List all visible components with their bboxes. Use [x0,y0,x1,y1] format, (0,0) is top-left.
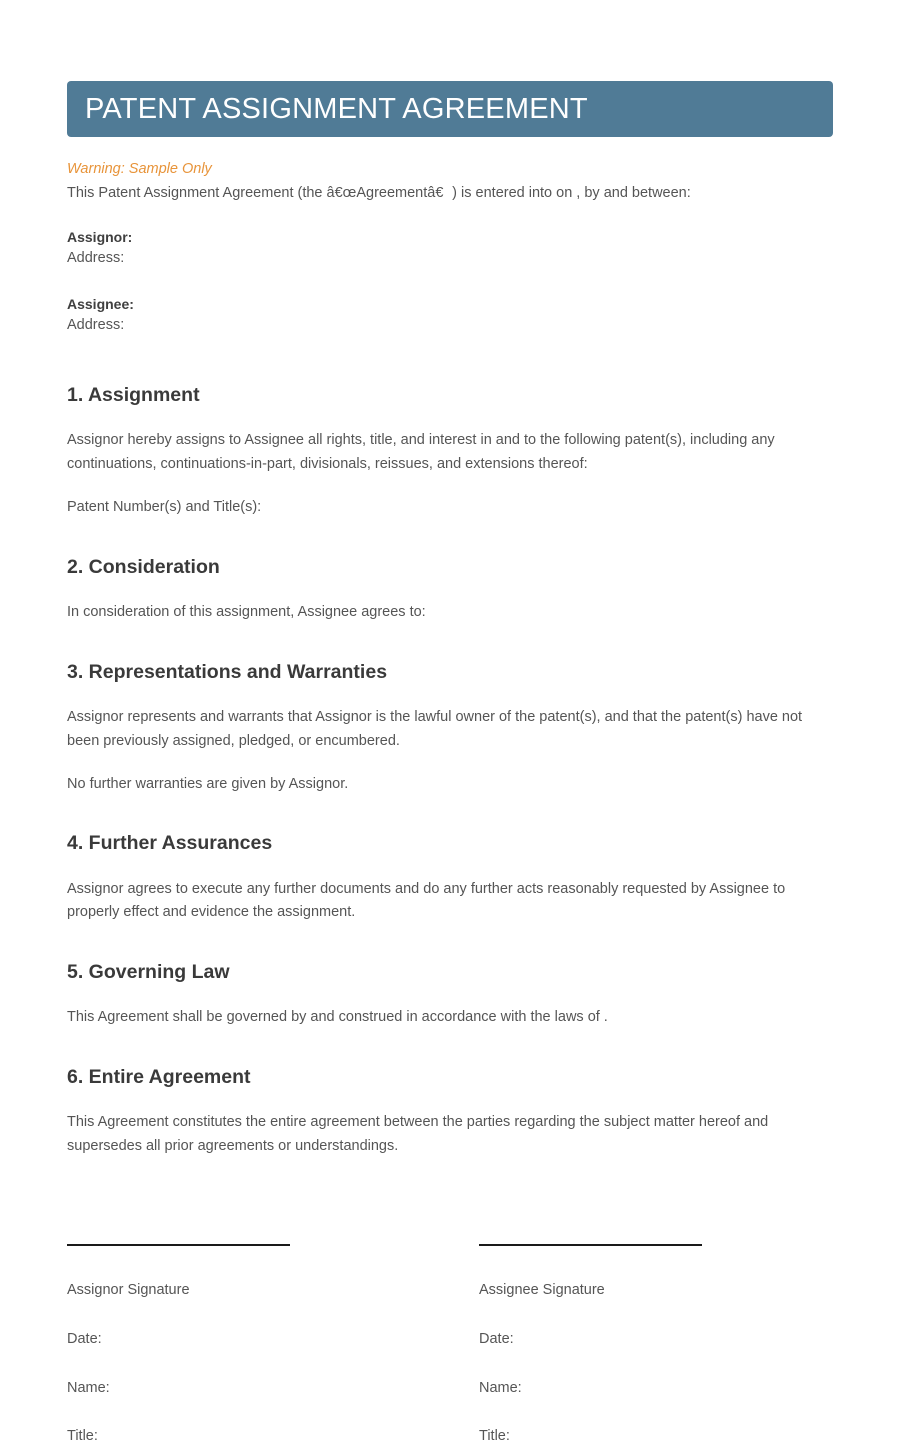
section-heading: 3. Representations and Warranties [67,660,388,683]
assignee-role-label: Assignee: [67,296,134,313]
section-consideration [67,556,833,625]
section-paragraph: This Agreement constitutes the entire agreement between the parties regarding the subject matter hereof and supersedes all prior agreements or understandings. [67,1114,769,1154]
section-heading: 5. Governing Law [67,960,230,983]
assignee-name-field[interactable]: Name: [479,1379,522,1396]
assignor-signature-line[interactable] [67,1244,290,1246]
signature-column-assignee [479,1244,702,1448]
section-governing-law [67,961,833,1030]
assignor-signature-label: Assignor Signature [67,1282,190,1299]
assignor-address-label: Address: [67,250,125,267]
title-banner [67,81,833,137]
sample-only-warning: Warning: Sample Only [67,161,212,177]
assignor-role-label: Assignor: [67,229,133,246]
assignor-title-field[interactable]: Title: [67,1428,98,1445]
section-heading: 1. Assignment [67,383,200,406]
party-block-assignor [67,227,833,270]
section-paragraph: In consideration of this assignment, Assignee agrees to: [67,604,426,621]
party-block-assignee [67,294,833,337]
section-entire-agreement [67,1066,833,1158]
section-heading: 2. Consideration [67,555,220,578]
section-paragraph: Assignor agrees to execute any further documents and do any further acts reasonably requested by Assignee to properly effect and evidence the assignment. [67,880,786,921]
assignee-title-field[interactable]: Title: [479,1428,510,1445]
assignor-name-field[interactable]: Name: [67,1379,110,1396]
section-paragraph: Assignor represents and warrants that Assignor is the lawful owner of the patent(s), and that the patent(s) have not been previously assigned, pledged, or encumbered. [67,709,803,749]
signature-block [67,1244,833,1448]
section-paragraph: This Agreement shall be governed by and construed in accordance with the laws of . [67,1009,608,1026]
section-paragraph: Patent Number(s) and Title(s): [67,499,262,516]
assignee-signature-line[interactable] [479,1244,702,1246]
section-paragraph: Assignor hereby assigns to Assignee all rights, title, and interest in and to the following patent(s), including any continuations, continuations-in-part, divisionals, reissues, and extensions thereof: [67,432,775,472]
assignor-date-field[interactable]: Date: [67,1330,102,1347]
agreement-intro-text: This Patent Assignment Agreement (the â€œAgreementâ€) is entered into on , by and between: [67,184,691,201]
section-assignment [67,384,833,520]
assignee-address-label: Address: [67,317,125,334]
section-paragraph: No further warranties are given by Assignor. [67,775,349,792]
document-title: PATENT ASSIGNMENT AGREEMENT [85,92,588,125]
assignee-date-field[interactable]: Date: [479,1330,514,1347]
section-heading: 4. Further Assurances [67,832,273,855]
section-further-assurances [67,832,833,924]
assignee-signature-label: Assignee Signature [479,1282,605,1299]
section-representations-and-warranties [67,661,833,797]
signature-column-assignor [67,1244,479,1448]
section-heading: 6. Entire Agreement [67,1065,251,1088]
